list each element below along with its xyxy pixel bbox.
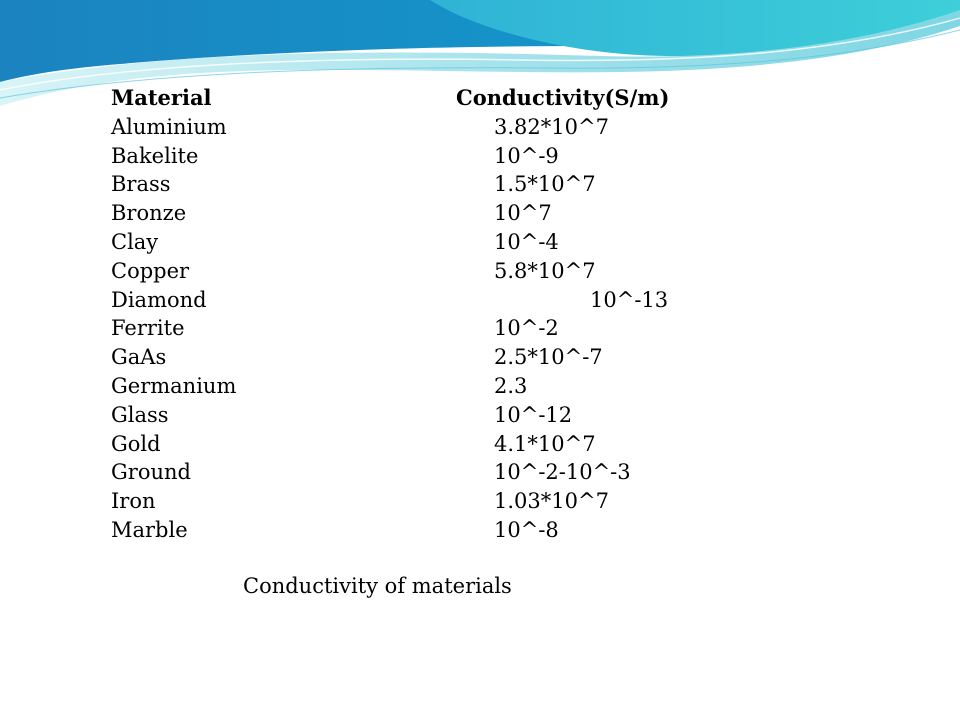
material-name: Ground <box>111 460 191 485</box>
table-row <box>111 430 811 459</box>
conductivity-value: 10^-4 <box>494 229 559 254</box>
table-row <box>111 314 811 343</box>
conductivity-value: 10^-8 <box>494 517 559 542</box>
material-name: Bronze <box>111 201 187 226</box>
material-name: Copper <box>111 258 190 283</box>
conductivity-table <box>111 84 811 545</box>
material-name: Germanium <box>111 373 237 398</box>
material-name: Diamond <box>111 287 207 312</box>
banner-wave-teal <box>430 0 960 56</box>
conductivity-value: 3.82*10^7 <box>494 114 609 139</box>
table-row <box>111 401 811 430</box>
material-name: Gold <box>111 431 161 456</box>
table-header <box>111 84 811 113</box>
material-name: Glass <box>111 402 169 427</box>
material-name: Iron <box>111 489 156 514</box>
table-row <box>111 142 811 171</box>
material-name: Brass <box>111 172 171 197</box>
table-row <box>111 170 811 199</box>
table-row <box>111 199 811 228</box>
conductivity-value: 10^7 <box>494 201 552 226</box>
table-row <box>111 458 811 487</box>
conductivity-value: 10^-12 <box>494 402 573 427</box>
material-name: Ferrite <box>111 316 185 341</box>
conductivity-value: 10^-2-10^-3 <box>494 460 631 485</box>
material-name: GaAs <box>111 345 167 370</box>
conductivity-value: 4.1*10^7 <box>494 431 596 456</box>
conductivity-value: 10^-9 <box>494 143 559 168</box>
table-row <box>111 257 811 286</box>
header-material: Material <box>111 85 212 110</box>
conductivity-value: 10^-2 <box>494 316 559 341</box>
conductivity-value: 2.3 <box>494 373 528 398</box>
material-name: Clay <box>111 229 159 254</box>
table-row <box>111 487 811 516</box>
material-name: Bakelite <box>111 143 199 168</box>
material-name: Marble <box>111 517 188 542</box>
table-row <box>111 516 811 545</box>
conductivity-value: 1.5*10^7 <box>494 172 596 197</box>
material-name: Aluminium <box>111 114 227 139</box>
table-row <box>111 286 811 315</box>
table-row <box>111 228 811 257</box>
conductivity-value: 2.5*10^-7 <box>494 345 603 370</box>
table-row <box>111 343 811 372</box>
table-row <box>111 113 811 142</box>
table-caption: Conductivity of materials <box>243 574 512 598</box>
header-conductivity: Conductivity(S/m) <box>456 85 670 110</box>
conductivity-value: 1.03*10^7 <box>494 489 609 514</box>
table-row <box>111 372 811 401</box>
conductivity-value: 10^-13 <box>590 287 669 312</box>
conductivity-value: 5.8*10^7 <box>494 258 596 283</box>
